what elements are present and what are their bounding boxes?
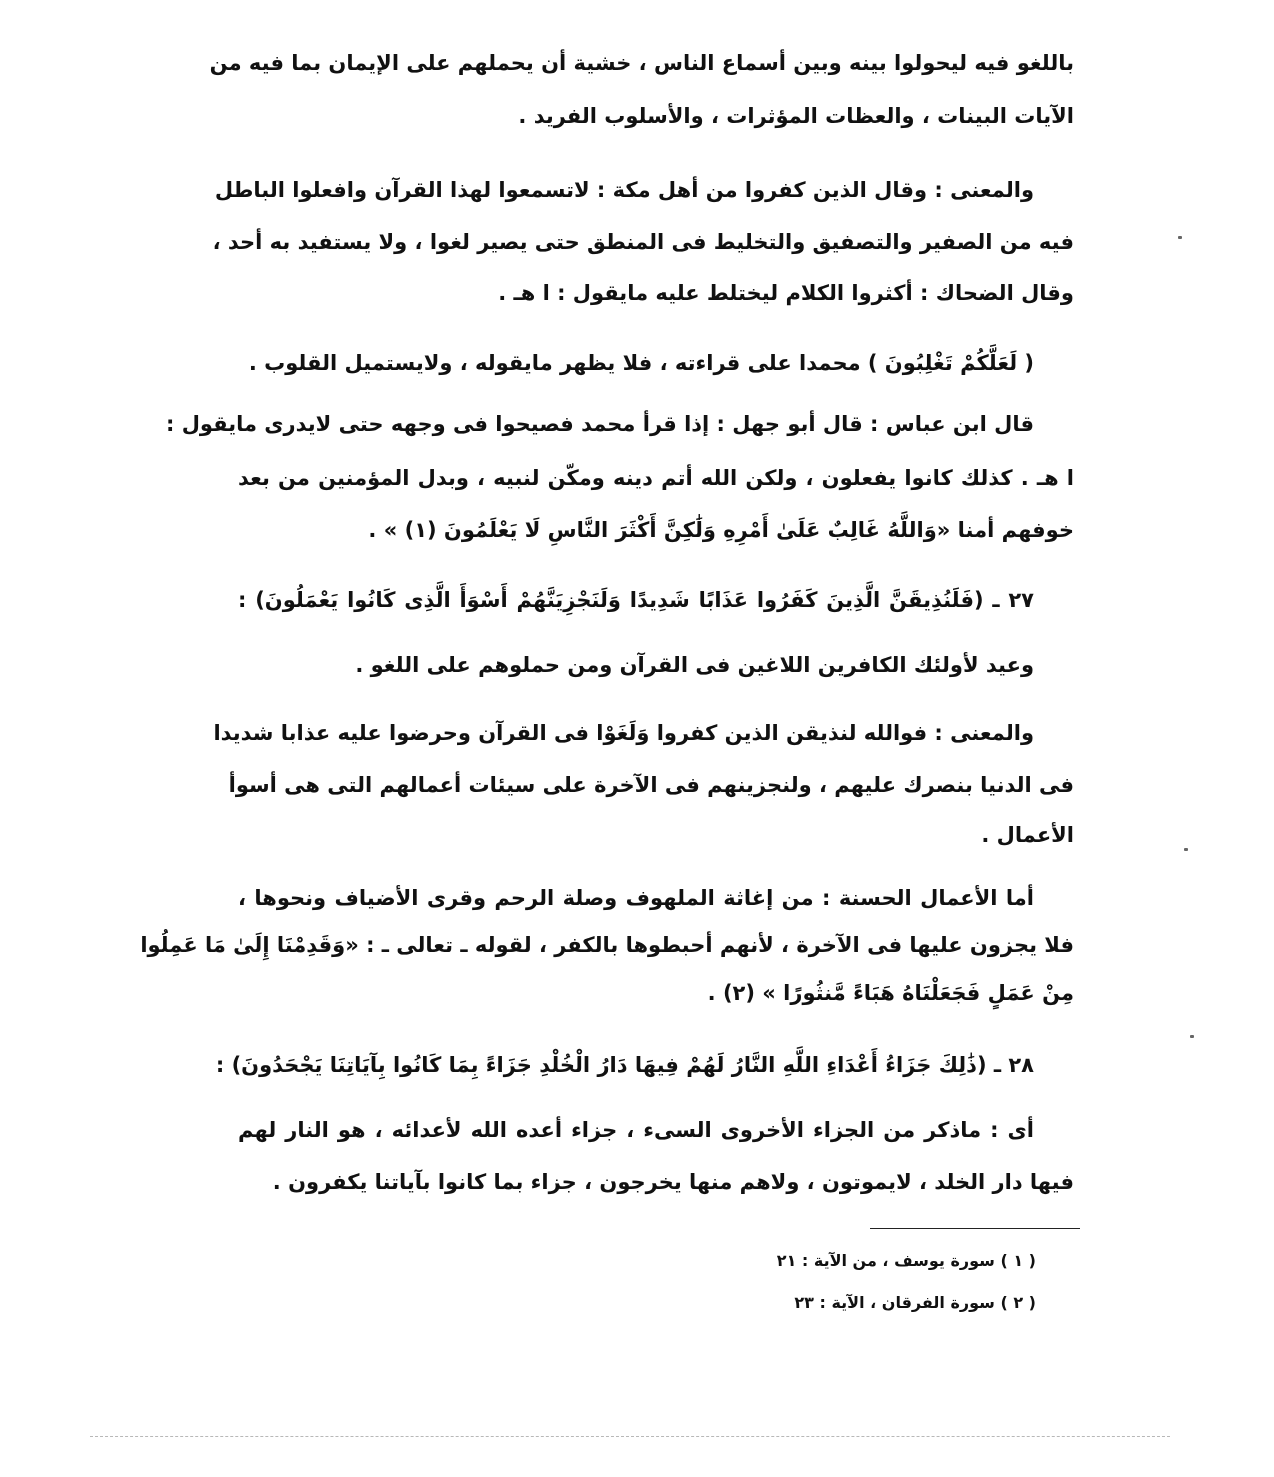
text-line: والمعنى : وقال الذين كفروا من أهل مكة : لاتسمعوا لهذا القرآن وافعلوا الباطل	[214, 178, 1034, 202]
footnote-2: ( ٢ ) سورة الفرقان ، الآية : ٢٣	[794, 1293, 1036, 1312]
verse-28-line: ٢٨ ـ (ذَٰلِكَ جَزَاءُ أَعْدَاءِ اللَّهِ النَّارُ لَهُمْ فِيهَا دَارُ الْخُلْدِ جَزَاءً بِمَا كَانُوا بِآيَاتِنَا يَجْحَدُونَ) :	[215, 1053, 1034, 1077]
text-line: فلا يجزون عليها فى الآخرة ، لأنهم أحبطوها بالكفر ، لقوله ـ تعالى ـ : «وَقَدِمْنَا إِلَىٰ مَا عَمِلُوا	[140, 933, 1074, 957]
text-line: قال ابن عباس : قال أبو جهل : إذا قرأ محمد فصيحوا فى وجهه حتى لايدرى مايقول :	[166, 412, 1034, 436]
quran-phrase-line: ( لَعَلَّكُمْ تَغْلِبُونَ ) محمدا على قراءته ، فلا يظهر مايقوله ، ولايستميل القلوب .	[248, 351, 1034, 375]
scan-speck	[1190, 1035, 1194, 1038]
text-line: والمعنى : فوالله لنذيقن الذين كفروا وَلَغَوْا فى القرآن وحرضوا عليه عذابا شديدا	[213, 721, 1034, 745]
text-line: فيه من الصفير والتصفيق والتخليط فى المنطق حتى يصير لغوا ، ولا يستفيد به أحد ،	[212, 230, 1074, 254]
quran-quote-line: خوفهم أمنا «وَاللَّهُ غَالِبٌ عَلَىٰ أَمْرِهِ وَلَٰكِنَّ أَكْثَرَ النَّاسِ لَا يَعْلَمُونَ (١) » .	[368, 518, 1074, 542]
verse-27-line: ٢٧ ـ (فَلَنُذِيقَنَّ الَّذِينَ كَفَرُوا عَذَابًا شَدِيدًا وَلَنَجْزِيَنَّهُمْ أَسْوَأَ الَّذِى كَانُوا يَعْمَلُونَ) :	[238, 588, 1034, 612]
text-line: الأعمال .	[981, 823, 1074, 847]
text-line: فيها دار الخلد ، لايموتون ، ولاهم منها يخرجون ، جزاء بما كانوا بآياتنا يكفرون .	[272, 1170, 1074, 1194]
quran-quote-line: مِنْ عَمَلٍ فَجَعَلْنَاهُ هَبَاءً مَّنثُورًا » (٢) .	[707, 981, 1074, 1005]
scan-speck	[1178, 236, 1182, 239]
text-line: ا هـ . كذلك كانوا يفعلون ، ولكن الله أتم دينه ومكّن لنبيه ، وبدل المؤمنين من بعد	[238, 466, 1074, 490]
text-line: فى الدنيا بنصرك عليهم ، ولنجزينهم فى الآخرة على سيئات أعمالهم التى هى أسوأ	[228, 773, 1074, 797]
scan-speck	[1184, 848, 1188, 851]
scan-artifact-line	[90, 1436, 1170, 1437]
text-line: أى : ماذكر من الجزاء الأخروى السىء ، جزاء أعده الله لأعدائه ، هو النار لهم	[238, 1118, 1034, 1142]
text-line: وعيد لأولئك الكافرين اللاغين فى القرآن ومن حملوهم على اللغو .	[355, 653, 1034, 677]
text-line: وقال الضحاك : أكثروا الكلام ليختلط عليه مايقول : ا هـ .	[498, 281, 1074, 305]
text-line: الآيات البينات ، والعظات المؤثرات ، والأسلوب الفريد .	[518, 104, 1074, 128]
footnote-divider	[870, 1228, 1080, 1229]
footnote-1: ( ١ ) سورة يوسف ، من الآية : ٢١	[776, 1251, 1036, 1270]
text-line: باللغو فيه ليحولوا بينه وبين أسماع الناس ، خشية أن يحملهم على الإيمان بما فيه من	[209, 51, 1074, 75]
text-line: أما الأعمال الحسنة : من إغاثة الملهوف وصلة الرحم وقرى الأضياف ونحوها ،	[238, 886, 1034, 910]
